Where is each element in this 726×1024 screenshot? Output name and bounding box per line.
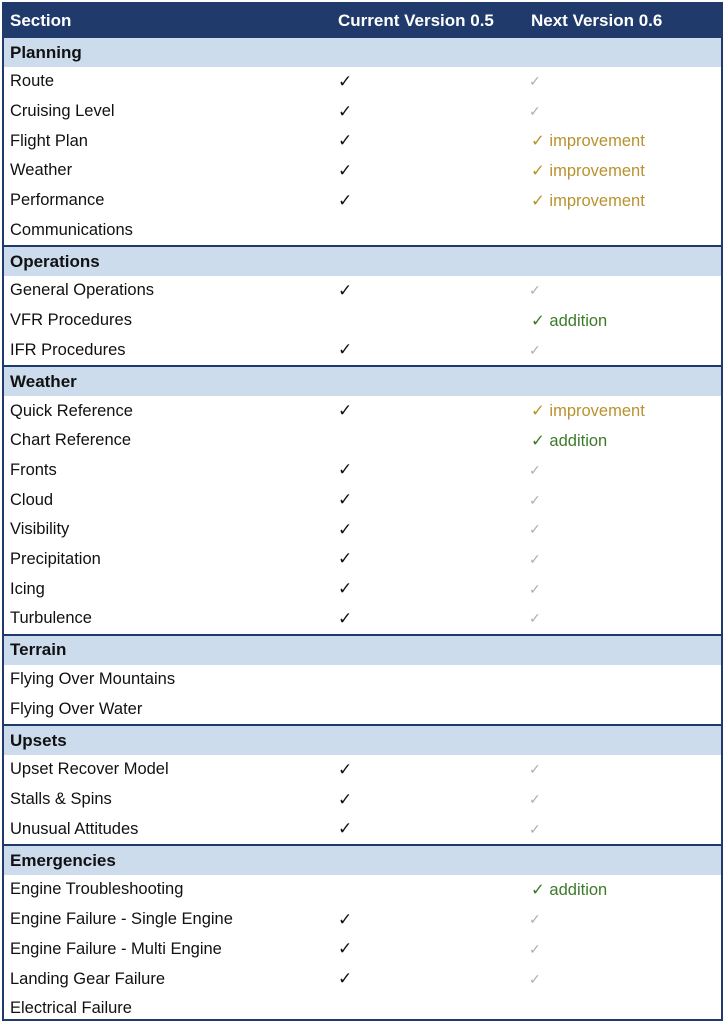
- table-row: [4, 306, 721, 336]
- section-block: [4, 636, 721, 726]
- row-label: Weather: [10, 161, 73, 180]
- next-version-check: ✓: [529, 521, 541, 538]
- section-title: Operations: [4, 247, 721, 276]
- current-version-check: ✓: [338, 969, 353, 989]
- section-block: [4, 846, 721, 1023]
- next-version-check: ✓: [529, 103, 541, 120]
- table-row: [4, 665, 721, 695]
- next-version-status: ✓ addition: [531, 880, 608, 899]
- next-version-status: ✓ improvement: [531, 132, 645, 151]
- table-row: [4, 276, 721, 306]
- row-label: Flight Plan: [10, 131, 88, 150]
- table-row: [4, 694, 721, 724]
- row-label: Communications: [10, 220, 133, 239]
- row-label: Upset Recover Model: [10, 760, 169, 779]
- table-row: [4, 215, 721, 245]
- current-version-check: ✓: [338, 519, 353, 539]
- next-version-status: ✓ improvement: [531, 161, 645, 180]
- row-label: Turbulence: [10, 609, 92, 628]
- current-version-check: ✓: [338, 819, 353, 839]
- row-label: Stalls & Spins: [10, 790, 112, 809]
- row-label: VFR Procedures: [10, 311, 132, 330]
- next-version-check: ✓: [529, 911, 541, 928]
- row-label: Electrical Failure: [10, 999, 132, 1018]
- row-label: Fronts: [10, 460, 57, 479]
- next-version-check: ✓: [529, 970, 541, 987]
- section-block: [4, 38, 721, 247]
- section-block: [4, 367, 721, 636]
- row-label: Flying Over Water: [10, 699, 143, 718]
- table-row: [4, 755, 721, 785]
- section-title: Terrain: [4, 636, 721, 665]
- current-version-check: ✓: [338, 280, 353, 300]
- current-version-check: ✓: [338, 789, 353, 809]
- table-row: [4, 126, 721, 156]
- table-row: [4, 97, 721, 127]
- table-row: [4, 785, 721, 815]
- section-title: Emergencies: [4, 846, 721, 875]
- table-row: [4, 426, 721, 456]
- next-version-check: ✓: [529, 580, 541, 597]
- row-label: Quick Reference: [10, 401, 133, 420]
- row-label: Performance: [10, 191, 105, 210]
- next-version-check: ✓: [529, 761, 541, 778]
- section-title: Upsets: [4, 726, 721, 755]
- next-version-check: ✓: [529, 491, 541, 508]
- table-header: [4, 4, 721, 38]
- next-version-check: ✓: [529, 282, 541, 299]
- table-row: [4, 67, 721, 97]
- next-version-check: ✓: [529, 550, 541, 567]
- current-version-check: ✓: [338, 190, 353, 210]
- table-row: [4, 875, 721, 905]
- table-row: [4, 574, 721, 604]
- table-row: [4, 336, 721, 366]
- row-label: Cruising Level: [10, 102, 115, 121]
- table-body: [4, 38, 721, 1024]
- current-version-check: ✓: [338, 939, 353, 959]
- section-block: [4, 726, 721, 846]
- current-version-check: ✓: [338, 340, 353, 360]
- row-label: IFR Procedures: [10, 340, 126, 359]
- next-version-check: ✓: [529, 461, 541, 478]
- header-section: Section: [10, 11, 72, 30]
- version-comparison-table: [2, 2, 723, 1021]
- current-version-check: ✓: [338, 909, 353, 929]
- current-version-check: ✓: [338, 759, 353, 779]
- table-row: [4, 814, 721, 844]
- header-current-version: Current Version 0.5: [338, 11, 494, 30]
- next-version-status: ✓ addition: [531, 431, 608, 450]
- row-label: Visibility: [10, 520, 70, 539]
- current-version-check: ✓: [338, 549, 353, 569]
- current-version-check: ✓: [338, 160, 353, 180]
- row-label: Route: [10, 72, 55, 91]
- next-version-status: ✓ improvement: [531, 402, 645, 421]
- row-label: Engine Failure - Single Engine: [10, 910, 233, 929]
- current-version-check: ✓: [338, 71, 353, 91]
- table-row: [4, 545, 721, 575]
- section-title: Planning: [4, 38, 721, 67]
- next-version-check: ✓: [529, 610, 541, 627]
- row-label: Chart Reference: [10, 431, 132, 450]
- next-version-status: ✓ addition: [531, 311, 608, 330]
- next-version-check: ✓: [529, 73, 541, 90]
- current-version-check: ✓: [338, 101, 353, 121]
- row-label: General Operations: [10, 281, 154, 300]
- row-label: Cloud: [10, 490, 54, 509]
- current-version-check: ✓: [338, 131, 353, 151]
- current-version-check: ✓: [338, 608, 353, 628]
- table-row: [4, 905, 721, 935]
- row-label: Icing: [10, 579, 45, 598]
- section-title: Weather: [4, 367, 721, 396]
- row-label: Engine Failure - Multi Engine: [10, 939, 222, 958]
- table-row: [4, 604, 721, 634]
- row-label: Precipitation: [10, 549, 101, 568]
- current-version-check: ✓: [338, 579, 353, 599]
- row-label: Landing Gear Failure: [10, 969, 166, 988]
- current-version-check: ✓: [338, 401, 353, 421]
- current-version-check: ✓: [338, 490, 353, 510]
- current-version-check: ✓: [338, 460, 353, 480]
- table-row: [4, 935, 721, 965]
- header-next-version: Next Version 0.6: [531, 11, 663, 30]
- row-label: Engine Troubleshooting: [10, 880, 184, 899]
- table-row: [4, 485, 721, 515]
- next-version-check: ✓: [529, 820, 541, 837]
- next-version-check: ✓: [529, 341, 541, 358]
- table-row: [4, 515, 721, 545]
- table-row: [4, 396, 721, 426]
- row-label: Unusual Attitudes: [10, 819, 139, 838]
- table-row: [4, 994, 721, 1024]
- table-row: [4, 186, 721, 216]
- table-row: [4, 964, 721, 994]
- next-version-check: ✓: [529, 791, 541, 808]
- next-version-check: ✓: [529, 940, 541, 957]
- row-label: Flying Over Mountains: [10, 670, 176, 689]
- table-row: [4, 456, 721, 486]
- section-block: [4, 247, 721, 367]
- next-version-status: ✓ improvement: [531, 191, 645, 210]
- table-row: [4, 156, 721, 186]
